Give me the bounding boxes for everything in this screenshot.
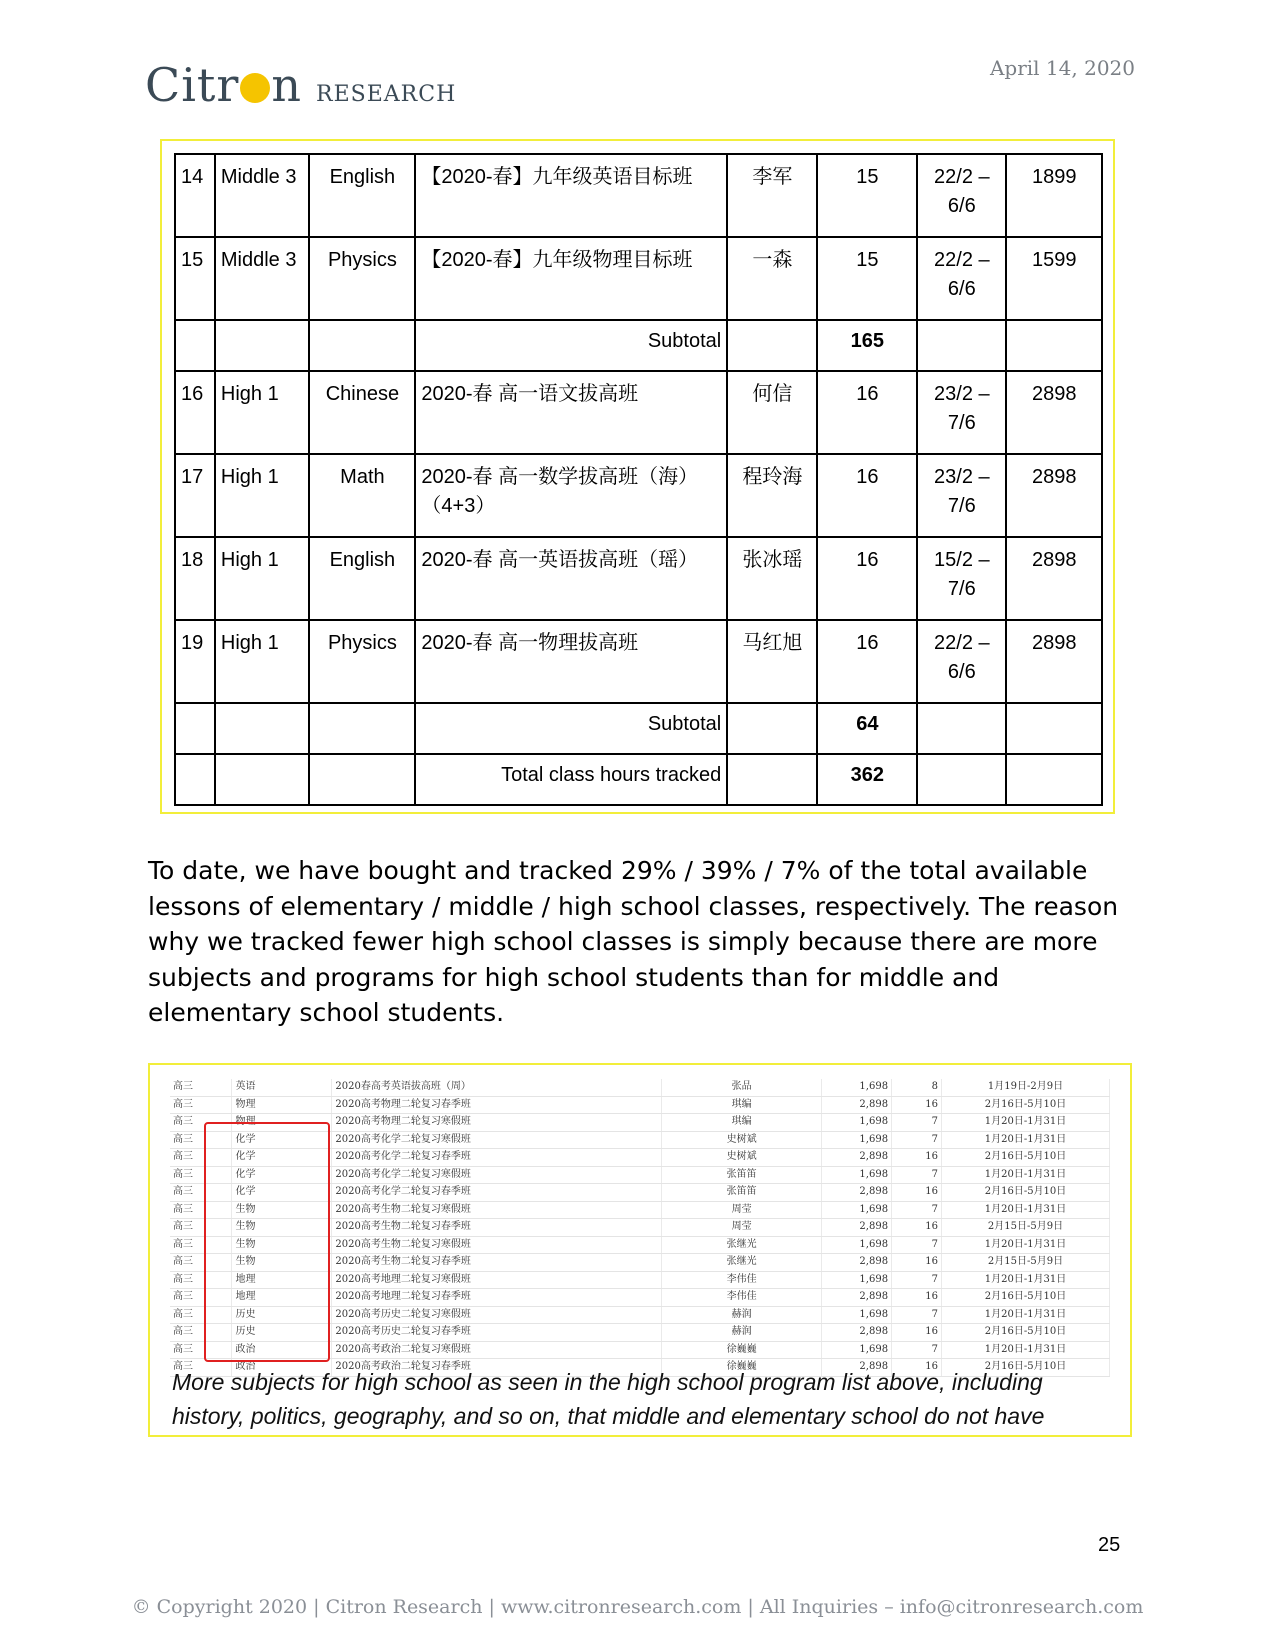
program-name-cell: 2020高考历史二轮复习春季班: [332, 1324, 662, 1342]
table-row: [175, 620, 1102, 703]
teacher-cell: 徐巍巍: [662, 1359, 822, 1377]
lessons-cell: 16: [892, 1359, 942, 1377]
program-name-cell: 2020高考地理二轮复习春季班: [332, 1289, 662, 1307]
class-name-cell: 2020-春 高一物理拔高班: [415, 620, 727, 703]
class-table-body: [175, 154, 1102, 805]
grade-cell: 高三: [170, 1359, 232, 1377]
price-cell: 1,698: [822, 1166, 892, 1184]
program-name-cell: 2020高考政治二轮复习寒假班: [332, 1341, 662, 1359]
subtotal-label: Subtotal: [415, 703, 727, 754]
row-number: 15: [175, 237, 215, 320]
price-cell: 1,698: [822, 1341, 892, 1359]
lessons-cell: 16: [892, 1254, 942, 1272]
row-number: 17: [175, 454, 215, 537]
price-cell: 2898: [1006, 620, 1102, 703]
date-range-cell: 1月20日-1月31日: [942, 1271, 1110, 1289]
grade-cell: High 1: [215, 620, 309, 703]
subject-cell: 政治: [232, 1341, 332, 1359]
empty-cell: [727, 320, 817, 371]
grade-cell: 高三: [170, 1341, 232, 1359]
date-range-cell: 1月20日-1月31日: [942, 1114, 1110, 1132]
teacher-cell: 张品: [662, 1079, 822, 1096]
lessons-cell: 16: [892, 1219, 942, 1237]
subject-cell: English: [309, 154, 415, 237]
empty-cell: [1006, 320, 1102, 371]
subject-cell: 化学: [232, 1131, 332, 1149]
teacher-cell: 周莹: [662, 1219, 822, 1237]
grade-cell: 高三: [170, 1131, 232, 1149]
subject-cell: 物理: [232, 1114, 332, 1132]
program-name-cell: 2020高考生物二轮复习春季班: [332, 1254, 662, 1272]
empty-cell: [215, 754, 309, 805]
teacher-cell: 李伟佳: [662, 1289, 822, 1307]
program-list-figure: [148, 1063, 1132, 1437]
empty-cell: [309, 703, 415, 754]
table-row: [175, 371, 1102, 454]
teacher-cell: 程玲海: [727, 454, 817, 537]
grade-cell: 高三: [170, 1324, 232, 1342]
lessons-cell: 7: [892, 1166, 942, 1184]
empty-cell: [917, 703, 1006, 754]
price-cell: 2,898: [822, 1359, 892, 1377]
empty-cell: [309, 754, 415, 805]
price-cell: 1,698: [822, 1114, 892, 1132]
lessons-cell: 7: [892, 1271, 942, 1289]
grade-cell: 高三: [170, 1289, 232, 1307]
program-name-cell: 2020高考物理二轮复习寒假班: [332, 1114, 662, 1132]
lessons-cell: 7: [892, 1131, 942, 1149]
subject-cell: 历史: [232, 1324, 332, 1342]
teacher-cell: 琪编: [662, 1096, 822, 1114]
empty-cell: [727, 754, 817, 805]
subtotal-value: 64: [817, 703, 917, 754]
price-cell: 1,698: [822, 1079, 892, 1096]
grade-cell: 高三: [170, 1219, 232, 1237]
price-cell: 2898: [1006, 371, 1102, 454]
class-table-frame: [160, 139, 1115, 814]
citron-logo: [145, 60, 456, 110]
price-cell: 2,898: [822, 1324, 892, 1342]
grade-cell: High 1: [215, 371, 309, 454]
dates-cell: 22/2 – 6/6: [917, 154, 1006, 237]
teacher-cell: 徐巍巍: [662, 1341, 822, 1359]
hours-cell: 16: [817, 537, 917, 620]
date-range-cell: 2月15日-5月9日: [942, 1254, 1110, 1272]
program-name-cell: 2020高考生物二轮复习春季班: [332, 1219, 662, 1237]
grade-cell: Middle 3: [215, 154, 309, 237]
teacher-cell: 张继光: [662, 1236, 822, 1254]
subject-cell: Math: [309, 454, 415, 537]
empty-cell: [215, 703, 309, 754]
subtotal-row: [175, 754, 1102, 805]
empty-cell: [917, 754, 1006, 805]
grade-cell: High 1: [215, 454, 309, 537]
list-item: [170, 1079, 1110, 1096]
empty-cell: [175, 320, 215, 371]
date-range-cell: 2月15日-5月9日: [942, 1219, 1110, 1237]
subtotal-row: [175, 703, 1102, 754]
date-range-cell: 2月16日-5月10日: [942, 1289, 1110, 1307]
price-cell: 2,898: [822, 1219, 892, 1237]
teacher-cell: 李军: [727, 154, 817, 237]
teacher-cell: 赫润: [662, 1306, 822, 1324]
grade-cell: High 1: [215, 537, 309, 620]
subject-cell: 地理: [232, 1271, 332, 1289]
grade-cell: 高三: [170, 1114, 232, 1132]
table-row: [175, 454, 1102, 537]
row-number: 19: [175, 620, 215, 703]
date-range-cell: 2月16日-5月10日: [942, 1096, 1110, 1114]
class-name-cell: 2020-春 高一语文拔高班: [415, 371, 727, 454]
program-name-cell: 2020高考物理二轮复习春季班: [332, 1096, 662, 1114]
subtotal-label: Total class hours tracked: [415, 754, 727, 805]
subject-cell: 地理: [232, 1289, 332, 1307]
price-cell: 2,898: [822, 1254, 892, 1272]
table-row: [175, 537, 1102, 620]
subject-cell: 历史: [232, 1306, 332, 1324]
teacher-cell: 张冰瑶: [727, 537, 817, 620]
grade-cell: 高三: [170, 1166, 232, 1184]
teacher-cell: 马红旭: [727, 620, 817, 703]
subtotal-label: Subtotal: [415, 320, 727, 371]
subject-cell: Chinese: [309, 371, 415, 454]
price-cell: 2,898: [822, 1184, 892, 1202]
lessons-cell: 16: [892, 1096, 942, 1114]
teacher-cell: 琪编: [662, 1114, 822, 1132]
price-cell: 1,698: [822, 1306, 892, 1324]
grade-cell: 高三: [170, 1271, 232, 1289]
price-cell: 1,698: [822, 1201, 892, 1219]
subject-cell: 化学: [232, 1149, 332, 1167]
lemon-icon: [240, 73, 270, 103]
highlight-box: [204, 1122, 330, 1362]
date-range-cell: 1月19日-2月9日: [942, 1079, 1110, 1096]
grade-cell: 高三: [170, 1254, 232, 1272]
price-cell: 2,898: [822, 1289, 892, 1307]
teacher-cell: 史树斌: [662, 1131, 822, 1149]
grade-cell: 高三: [170, 1184, 232, 1202]
dates-cell: 15/2 – 7/6: [917, 537, 1006, 620]
subject-cell: Physics: [309, 620, 415, 703]
lessons-cell: 16: [892, 1324, 942, 1342]
dates-cell: 22/2 – 6/6: [917, 237, 1006, 320]
grade-cell: 高三: [170, 1149, 232, 1167]
logo-subtitle: RESEARCH: [316, 82, 457, 107]
teacher-cell: 李伟佳: [662, 1271, 822, 1289]
table-row: [175, 154, 1102, 237]
copyright-footer: © Copyright 2020 | Citron Research | www.citronresearch.com | All Inquiries – info@citronresearch.com: [131, 1596, 1144, 1618]
subject-cell: 生物: [232, 1236, 332, 1254]
row-number: 14: [175, 154, 215, 237]
logo-word-left: Citr: [145, 58, 240, 112]
empty-cell: [215, 320, 309, 371]
hours-cell: 16: [817, 454, 917, 537]
subject-cell: 化学: [232, 1184, 332, 1202]
subtotal-row: [175, 320, 1102, 371]
logo-word-right: n: [271, 58, 303, 112]
subject-cell: 生物: [232, 1219, 332, 1237]
subject-cell: Physics: [309, 237, 415, 320]
date-range-cell: 1月20日-1月31日: [942, 1341, 1110, 1359]
lessons-cell: 7: [892, 1236, 942, 1254]
hours-cell: 16: [817, 620, 917, 703]
program-name-cell: 2020高考生物二轮复习寒假班: [332, 1236, 662, 1254]
date-range-cell: 1月20日-1月31日: [942, 1236, 1110, 1254]
program-name-cell: 2020高考历史二轮复习寒假班: [332, 1306, 662, 1324]
empty-cell: [727, 703, 817, 754]
lessons-cell: 7: [892, 1114, 942, 1132]
empty-cell: [309, 320, 415, 371]
lessons-cell: 16: [892, 1149, 942, 1167]
program-name-cell: 2020高考化学二轮复习春季班: [332, 1184, 662, 1202]
grade-cell: 高三: [170, 1236, 232, 1254]
date-range-cell: 2月16日-5月10日: [942, 1324, 1110, 1342]
class-name-cell: 2020-春 高一数学拔高班（海）（4+3）: [415, 454, 727, 537]
class-name-cell: 2020-春 高一英语拔高班（瑶）: [415, 537, 727, 620]
empty-cell: [175, 703, 215, 754]
price-cell: 2898: [1006, 454, 1102, 537]
teacher-cell: 周莹: [662, 1201, 822, 1219]
empty-cell: [1006, 754, 1102, 805]
date-range-cell: 2月16日-5月10日: [942, 1359, 1110, 1377]
subtotal-value: 165: [817, 320, 917, 371]
dates-cell: 22/2 – 6/6: [917, 620, 1006, 703]
hours-cell: 16: [817, 371, 917, 454]
program-name-cell: 2020春高考英语拔高班（周）: [332, 1079, 662, 1096]
dates-cell: 23/2 – 7/6: [917, 454, 1006, 537]
grade-cell: 高三: [170, 1079, 232, 1096]
lessons-cell: 7: [892, 1201, 942, 1219]
lessons-cell: 7: [892, 1341, 942, 1359]
price-cell: 1899: [1006, 154, 1102, 237]
teacher-cell: 张笛笛: [662, 1166, 822, 1184]
grade-cell: 高三: [170, 1201, 232, 1219]
date-range-cell: 2月16日-5月10日: [942, 1149, 1110, 1167]
teacher-cell: 史树斌: [662, 1149, 822, 1167]
report-date: April 14, 2020: [989, 56, 1135, 80]
teacher-cell: 何信: [727, 371, 817, 454]
grade-cell: Middle 3: [215, 237, 309, 320]
lessons-cell: 16: [892, 1184, 942, 1202]
lessons-cell: 8: [892, 1079, 942, 1096]
subject-cell: 生物: [232, 1254, 332, 1272]
program-name-cell: 2020高考地理二轮复习寒假班: [332, 1271, 662, 1289]
date-range-cell: 1月20日-1月31日: [942, 1306, 1110, 1324]
program-name-cell: 2020高考化学二轮复习春季班: [332, 1149, 662, 1167]
teacher-cell: 张继光: [662, 1254, 822, 1272]
empty-cell: [1006, 703, 1102, 754]
page-number: 25: [1098, 1534, 1121, 1556]
subject-cell: English: [309, 537, 415, 620]
grade-cell: 高三: [170, 1306, 232, 1324]
lessons-cell: 7: [892, 1306, 942, 1324]
teacher-cell: 一森: [727, 237, 817, 320]
price-cell: 1,698: [822, 1236, 892, 1254]
row-number: 18: [175, 537, 215, 620]
price-cell: 2,898: [822, 1096, 892, 1114]
lessons-cell: 16: [892, 1289, 942, 1307]
price-cell: 1599: [1006, 237, 1102, 320]
teacher-cell: 张笛笛: [662, 1184, 822, 1202]
table-row: [175, 237, 1102, 320]
subject-cell: 化学: [232, 1166, 332, 1184]
date-range-cell: 1月20日-1月31日: [942, 1166, 1110, 1184]
subtotal-value: 362: [817, 754, 917, 805]
price-cell: 2,898: [822, 1149, 892, 1167]
price-cell: 1,698: [822, 1271, 892, 1289]
figure-caption: More subjects for high school as seen in the high school program list above, including history, politics, geography, and so on, that middle and elementary school do not have: [172, 1369, 1045, 1429]
date-range-cell: 1月20日-1月31日: [942, 1131, 1110, 1149]
program-name-cell: 2020高考生物二轮复习寒假班: [332, 1201, 662, 1219]
subject-cell: 生物: [232, 1201, 332, 1219]
hours-cell: 15: [817, 154, 917, 237]
hours-cell: 15: [817, 237, 917, 320]
program-name-cell: 2020高考化学二轮复习寒假班: [332, 1166, 662, 1184]
subject-cell: 英语: [232, 1079, 332, 1096]
price-cell: 1,698: [822, 1131, 892, 1149]
dates-cell: 23/2 – 7/6: [917, 371, 1006, 454]
teacher-cell: 赫润: [662, 1324, 822, 1342]
program-name-cell: 2020高考政治二轮复习春季班: [332, 1359, 662, 1377]
empty-cell: [175, 754, 215, 805]
price-cell: 2898: [1006, 537, 1102, 620]
program-name-cell: 2020高考化学二轮复习寒假班: [332, 1131, 662, 1149]
body-paragraph: To date, we have bought and tracked 29% / 39% / 7% of the total available lessons of elementary / middle / high school classes, respectively. The reason why we tracked fewer high school classes is simply because there are more subjects and programs for high school students than for middle and elementary school students.: [148, 856, 1119, 1027]
date-range-cell: 1月20日-1月31日: [942, 1201, 1110, 1219]
subject-cell: 物理: [232, 1096, 332, 1114]
class-name-cell: 【2020-春】九年级英语目标班: [415, 154, 727, 237]
list-item: [170, 1096, 1110, 1114]
subject-cell: 政治: [232, 1359, 332, 1377]
row-number: 16: [175, 371, 215, 454]
class-hours-table: [174, 153, 1103, 806]
empty-cell: [917, 320, 1006, 371]
date-range-cell: 2月16日-5月10日: [942, 1184, 1110, 1202]
class-name-cell: 【2020-春】九年级物理目标班: [415, 237, 727, 320]
grade-cell: 高三: [170, 1096, 232, 1114]
